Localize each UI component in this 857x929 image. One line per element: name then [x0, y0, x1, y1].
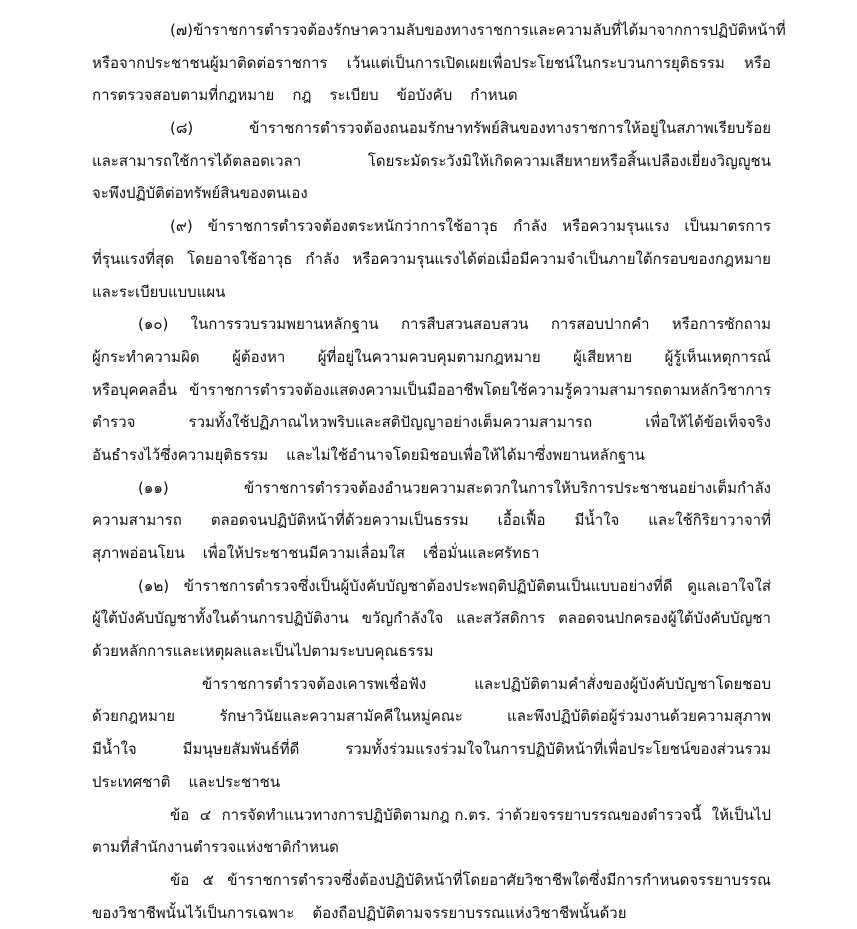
- text-line: [92, 700, 771, 733]
- text-segment: และประชาชน: [188, 772, 281, 791]
- text-segment: (๑๑): [138, 478, 169, 497]
- text-line: [92, 602, 771, 635]
- text-segment: ให้เป็นไป: [711, 805, 771, 824]
- text-segment: ๕: [202, 870, 214, 889]
- text-segment: ข้าราชการตำรวจต้องอำนวยความสะดวกในการให้บริการประชาชนอย่างเต็มกำลัง: [243, 478, 771, 497]
- text-segment: สุภาพอ่อนโยน: [92, 544, 185, 562]
- paragraph-7: [92, 14, 786, 112]
- text-segment: ด้วยกฎหมาย: [92, 707, 176, 726]
- text-line: [92, 276, 771, 309]
- text-segment: หรือบุคคลอื่น: [92, 380, 177, 399]
- text-segment: ๔: [199, 805, 212, 824]
- text-segment: และสวัสดิการ: [456, 609, 546, 628]
- text-segment: ข้าราชการตำรวจต้องรักษาความลับของทางราชการ: [192, 21, 529, 39]
- text-line: [92, 864, 771, 897]
- text-segment: ข้าราชการตำรวจต้องตระหนักว่าการใช้อาวุธ: [207, 217, 499, 236]
- text-segment: การสอบปากคำ: [550, 315, 650, 334]
- text-segment: เว้นแต่เป็นการเปิดเผยเพื่อประโยชน์ในกระบวนการยุติธรรม: [346, 53, 725, 72]
- text-segment: และระเบียบแบบแผน: [92, 282, 226, 301]
- text-line: [92, 831, 771, 864]
- text-segment: หรือการซักถาม: [671, 315, 771, 334]
- text-segment: ข้อ: [170, 805, 190, 824]
- text-line: [92, 537, 771, 570]
- text-segment: รวมทั้งใช้ปฏิภาณไหวพริบและสติปัญญาอย่างเต็มความสามารถ: [188, 413, 593, 432]
- text-line: [92, 14, 786, 47]
- text-segment: กำลัง: [513, 217, 548, 236]
- text-segment: ตลอดจนปกครองผู้ใต้บังคับบัญชา: [558, 609, 771, 628]
- text-line: [92, 308, 771, 341]
- text-segment: ของวิชาชีพนั้นไว้เป็นการเฉพาะ: [92, 903, 295, 922]
- text-line: [92, 733, 771, 766]
- text-segment: ตามที่สำนักงานตำรวจแห่งชาติกำหนด: [92, 838, 339, 857]
- text-segment: ข้าราชการตำรวจซึ่งต้องปฏิบัติหน้าที่โดยอาศัยวิชาชีพใดซึ่งมีการกำหนดจรรยาบรรณ: [227, 870, 771, 889]
- text-segment: ข้อบังคับ: [396, 86, 453, 105]
- paragraph-10: [92, 308, 771, 471]
- text-segment: ผู้ใต้บังคับบัญชาทั้งในด้านการปฏิบัติงาน: [92, 609, 349, 628]
- text-segment: ข้าราชการตำรวจต้องเคารพเชื่อฟัง: [202, 674, 427, 693]
- text-segment: ข้อ: [170, 870, 190, 889]
- text-segment: ผู้ที่อยู่ในความควบคุมตามกฎหมาย: [317, 347, 541, 366]
- text-segment: โดยอาจใช้อาวุธ: [187, 249, 293, 268]
- text-segment: หรือ: [744, 53, 771, 72]
- text-segment: มีน้ำใจ: [574, 511, 620, 530]
- text-segment: ระเบียบ: [329, 86, 379, 105]
- text-segment: มีน้ำใจ: [92, 740, 137, 759]
- text-segment: หรือจากประชาชนผู้มาติดต่อราชการ: [92, 53, 328, 72]
- clause-5: [92, 864, 771, 929]
- text-segment: รักษาวินัยและความสามัคคีในหมู่คณะ: [219, 707, 463, 726]
- text-line: [92, 570, 771, 603]
- text-segment: ด้วยหลักการและเหตุผลและเป็นไปตามระบบคุณธรรม: [92, 642, 434, 661]
- text-line: [92, 210, 771, 243]
- text-segment: ผู้รู้เห็นเหตุการณ์: [664, 347, 771, 366]
- text-segment: และปฏิบัติตามคำสั่งของผู้บังคับบัญชาโดยชอบ: [474, 674, 771, 693]
- text-segment: กฎ: [292, 86, 312, 105]
- text-segment: ข้าราชการตำรวจต้องแสดงความเป็นมืออาชีพโดยใช้ความรู้ความสามารถตามหลักวิชาการ: [189, 380, 771, 399]
- text-segment: ผู้กระทำความผิด: [92, 347, 200, 366]
- text-line: [92, 472, 771, 505]
- text-segment: หรือความรุนแรง: [562, 217, 670, 236]
- text-segment: และใช้กิริยาวาจาที่: [648, 511, 771, 530]
- text-segment: (๑๒): [138, 576, 170, 595]
- text-line: [92, 635, 771, 668]
- text-line: [92, 668, 771, 701]
- text-segment: ขวัญกำลังใจ: [361, 609, 444, 628]
- text-segment: หรือความรุนแรงได้ต่อเมื่อมีความจำเป็นภายใต้กรอบของกฎหมาย: [352, 249, 771, 268]
- text-segment: ตำรวจ: [92, 413, 136, 432]
- text-line: [92, 799, 771, 832]
- text-line: [92, 79, 771, 112]
- text-segment: และไม่ใช้อำนาจโดยมิชอบเพื่อให้ได้มาซึ่งพยานหลักฐาน: [286, 445, 645, 464]
- text-line: [92, 177, 771, 210]
- text-segment: เชื่อมั่นและศรัทธา: [423, 544, 540, 562]
- text-segment: การตรวจสอบตามที่กฎหมาย: [92, 86, 275, 105]
- text-segment: ผู้ต้องหา: [232, 347, 286, 366]
- text-segment: โดยระมัดระวังมิให้เกิดความเสียหายหรือสิ้นเปลืองเยี่ยงวิญญูชน: [367, 151, 771, 170]
- text-segment: ความสามารถ: [92, 511, 182, 530]
- text-line: [92, 766, 771, 799]
- text-segment: มีมนุษยสัมพันธ์ที่ดี: [182, 740, 300, 759]
- text-segment: ต้องถือปฏิบัติตามจรรยาบรรณแห่งวิชาชีพนั้นด้วย: [312, 903, 627, 922]
- text-segment: และพึงปฏิบัติต่อผู้ร่วมงานด้วยความสุภาพ: [507, 707, 771, 726]
- text-segment: (๘): [170, 119, 194, 138]
- text-segment: (๙): [170, 217, 193, 236]
- text-line: [92, 897, 771, 929]
- text-segment: และความลับที่ได้มาจากการปฏิบัติหน้าที่: [528, 21, 786, 39]
- text-segment: เพื่อให้ประชาชนมีความเลื่อมใส: [202, 544, 405, 562]
- text-segment: ประเทศชาติ: [92, 772, 171, 791]
- text-line: [92, 112, 771, 145]
- text-line: [92, 341, 771, 374]
- paragraph-9: [92, 210, 771, 308]
- text-segment: (๗): [170, 21, 193, 39]
- text-segment: เอื้อเฟื้อ: [497, 511, 546, 530]
- text-segment: ดูแลเอาใจใส่: [687, 576, 771, 595]
- text-segment: จะพึงปฏิบัติต่อทรัพย์สินของตนเอง: [92, 184, 308, 203]
- text-segment: การสืบสวนสอบสวน: [400, 315, 529, 334]
- text-segment: ผู้เสียหาย: [573, 347, 633, 366]
- text-line: [92, 47, 771, 80]
- text-segment: ข้าราชการตำรวจซึ่งเป็นผู้บังคับบัญชาต้องประพฤติปฏิบัติตนเป็นแบบอย่างที่ดี: [183, 576, 673, 595]
- text-line: [92, 374, 771, 407]
- text-line: [92, 406, 771, 439]
- text-segment: ตลอดจนปฏิบัติหน้าที่ด้วยความเป็นธรรม: [210, 511, 469, 530]
- paragraph-12: [92, 570, 771, 668]
- text-line: [92, 439, 771, 472]
- text-segment: (๑๐): [138, 315, 169, 334]
- text-segment: เป็นมาตรการ: [684, 217, 771, 236]
- text-segment: การจัดทำแนวทางการปฏิบัติตามกฎ ก.ตร. ว่าด้วยจรรยาบรรณของตำรวจนี้: [221, 805, 702, 824]
- text-segment: และสามารถใช้การได้ตลอดเวลา: [92, 151, 302, 170]
- clause-4: [92, 799, 771, 864]
- text-segment: ที่รุนแรงที่สุด: [92, 249, 175, 268]
- text-line: [92, 145, 771, 178]
- text-segment: ข้าราชการตำรวจต้องถนอมรักษาทรัพย์สินของทางราชการให้อยู่ในสภาพเรียบร้อย: [249, 119, 771, 138]
- paragraph-subordinates: [92, 668, 771, 799]
- text-line: [92, 504, 771, 537]
- paragraph-11: [92, 472, 771, 570]
- paragraph-8: [92, 112, 771, 210]
- text-segment: รวมทั้งร่วมแรงร่วมใจในการปฏิบัติหน้าที่เพื่อประโยชน์ของส่วนรวม: [345, 740, 771, 759]
- text-segment: ในการรวบรวมพยานหลักฐาน: [190, 315, 379, 334]
- text-line: [92, 243, 771, 276]
- text-segment: อันธำรงไว้ซึ่งความยุติธรรม: [92, 445, 269, 464]
- text-segment: เพื่อให้ได้ข้อเท็จจริง: [645, 413, 771, 432]
- text-segment: กำหนด: [470, 86, 518, 105]
- text-segment: กำลัง: [305, 249, 340, 268]
